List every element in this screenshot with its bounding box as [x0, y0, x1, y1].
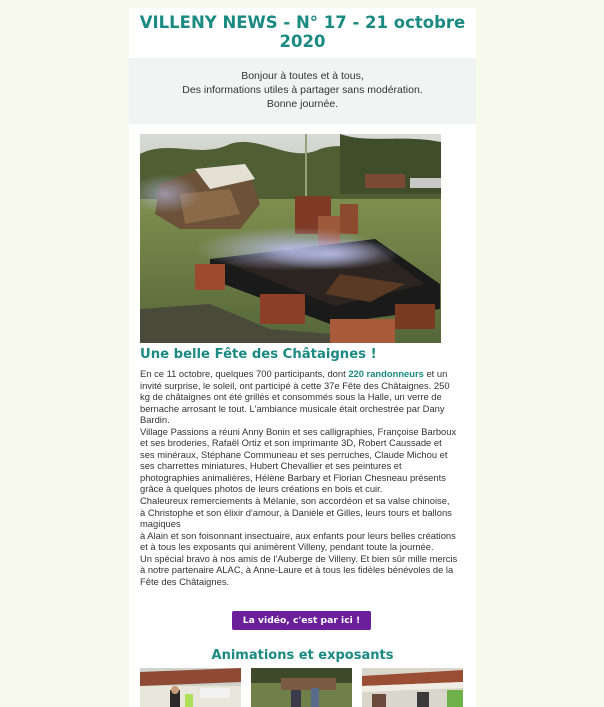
- newsletter-title: VILLENY NEWS - N° 17 - 21 octobre 2020: [139, 13, 466, 51]
- newsletter-container: [129, 8, 476, 707]
- section-title: Animations et exposants: [211, 648, 394, 663]
- greeting-line-1: Bonjour à toutes et à tous,: [241, 70, 364, 82]
- article-paragraph: à Christophe et son élixir d'amour, à Danièle et Gilles, leurs tours et ballons magiques: [140, 506, 452, 530]
- gallery-thumbnail-3[interactable]: [362, 668, 463, 707]
- article-body: [140, 368, 458, 587]
- article-title: Une belle Fête des Châtaignes !: [140, 347, 377, 362]
- chestnut-roasting-photo: [140, 134, 441, 343]
- gallery-thumbnail-1[interactable]: [140, 668, 241, 707]
- lead-text-end: et un invité surprise, le soleil, ont participé à cette 37e Fête des Châtaignes. 250 kg de châtaignes ont été grillés et consommés sous la Halle, un verre de bernache arrosant le tout. L'ambiance musicale était orchestrée par Dany Bardin.: [140, 368, 450, 426]
- greeting-box: [129, 58, 476, 124]
- article-paragraph: à Alain et son foisonnant insectuaire, aux enfants pour leurs belles créations et à tous les exposants qui animèrent Villeny, pendant toute la journée.: [140, 529, 456, 553]
- article-paragraph: Un spécial bravo à nos amis de l'Auberge de Villeny. Et bien sûr mille mercis à notre partenaire ALAC, à Anne-Laure et à tous les fidèles bénévoles de la Fête des Châtaignes.: [140, 552, 458, 587]
- video-link-button[interactable]: La vidéo, c'est par ici !: [232, 611, 371, 630]
- article-lead: [140, 368, 458, 426]
- greeting-line-3: Bonne journée.: [266, 98, 339, 110]
- greeting-line-2: Des informations utiles à partager sans modération.: [182, 84, 423, 96]
- lead-text-start: En ce 11 octobre, quelques 700 participants, dont: [140, 368, 349, 379]
- article-paragraph: Chaleureux remerciements à Mélanie, son accordéon et sa valse chinoise,: [140, 495, 450, 507]
- article-paragraph: Village Passions a réuni Anny Bonin et ses calligraphies, Françoise Barboux et ses broderies, Rafaël Ortiz et son imprimante 3D, Robert Caussade et ses minéraux, Stéphane Communeau et ses perruches, Claude Michou et ses charrettes miniatures, Hubert Chevallier et ses peintures et photographies animalières, Hélène Barbary et Florian Chesneau présents grâce à quelques photos de leurs créations en bois et cuir.: [140, 425, 457, 495]
- gallery-thumbnail-2[interactable]: [251, 668, 352, 707]
- highlight-randonneurs: 220 randonneurs: [348, 368, 424, 379]
